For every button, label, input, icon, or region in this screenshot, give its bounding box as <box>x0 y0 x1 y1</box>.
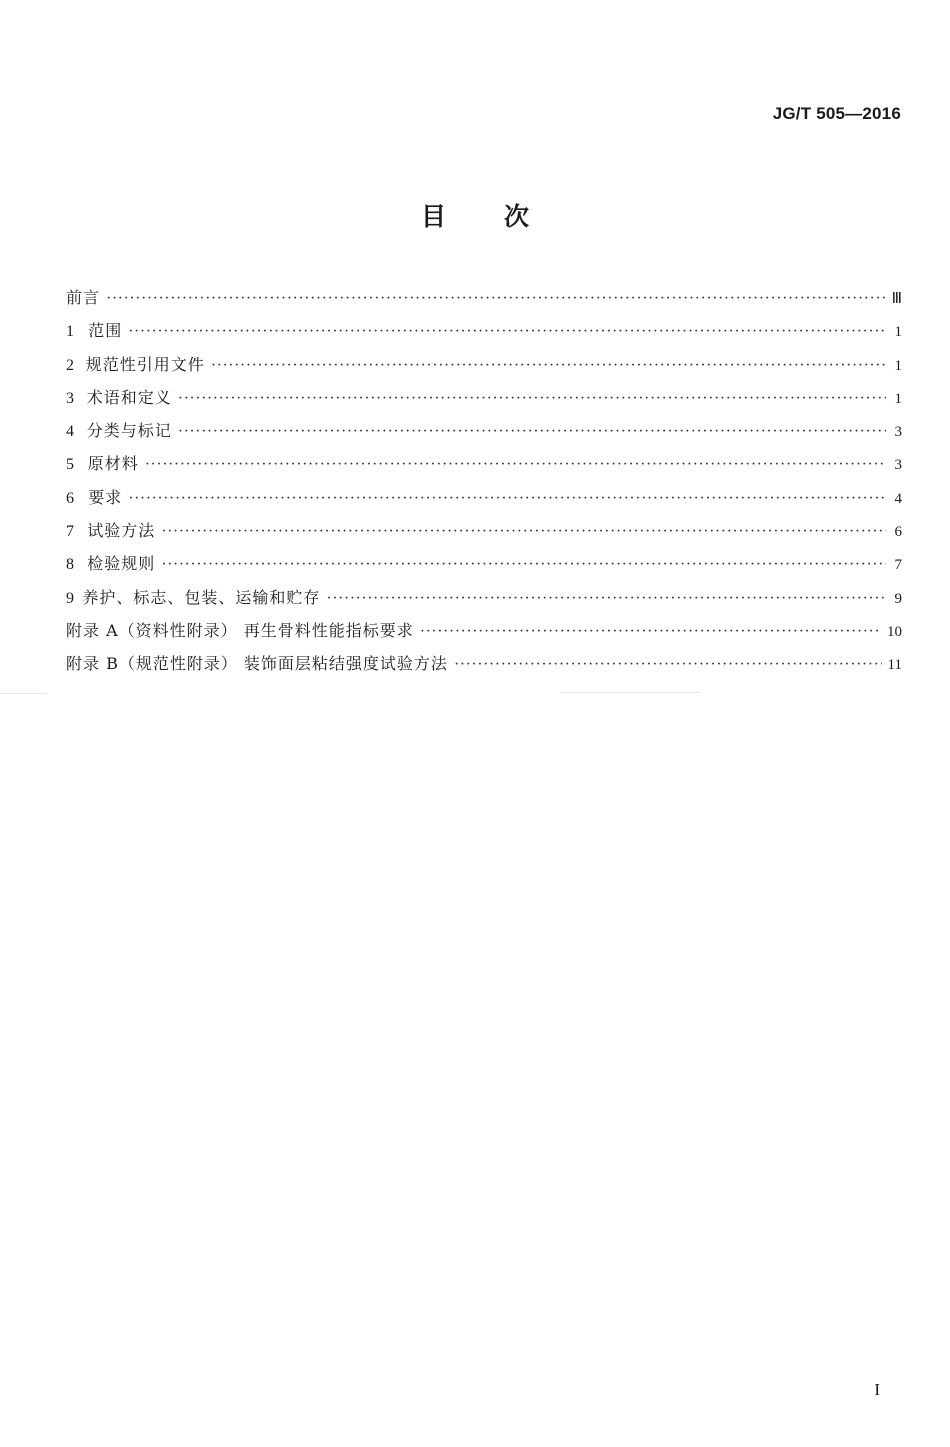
toc-entry-number: 1 <box>66 323 74 341</box>
toc-entry-label: 养护、标志、包装、运输和贮存 <box>82 587 321 607</box>
toc-entry-page: 11 <box>887 657 902 674</box>
standard-code: JG/T 505—2016 <box>772 104 901 123</box>
toc-entry-7[interactable] <box>66 518 902 551</box>
toc-entry-number: 4 <box>66 423 74 441</box>
toc-entry-page: 3 <box>894 457 902 474</box>
toc-entry-label: 要求 <box>88 487 123 507</box>
toc-entry-number: 6 <box>66 489 74 507</box>
toc-entry-number: 9 <box>66 589 74 607</box>
toc-leader-dots <box>128 490 886 508</box>
toc-entry-label: 分类与标记 <box>86 421 172 441</box>
toc-leader-dots <box>454 656 882 674</box>
toc-entry-annex-a[interactable] <box>66 618 902 651</box>
toc-entry-annex-b[interactable] <box>66 651 902 684</box>
toc-entry-label: 原材料 <box>87 454 139 474</box>
toc-entry-page: 6 <box>894 524 902 541</box>
toc-entry-number: 7 <box>66 523 74 541</box>
toc-entry-foreword[interactable] <box>66 285 902 318</box>
toc-entry-6[interactable] <box>66 485 902 518</box>
toc-entry-label: 附录 B（规范性附录） 装饰面层粘结强度试验方法 <box>66 654 448 674</box>
toc-entry-page: 1 <box>894 390 902 407</box>
toc-entry-number: 5 <box>66 456 74 474</box>
table-of-contents <box>66 285 902 685</box>
toc-entry-label: 术语和定义 <box>86 387 172 407</box>
toc-entry-label: 范围 <box>88 321 123 341</box>
toc-leader-dots <box>145 456 886 474</box>
toc-entry-3[interactable] <box>66 385 902 418</box>
scan-artifact-line <box>560 692 700 693</box>
scan-artifact-line <box>0 693 46 694</box>
toc-entry-page: 9 <box>894 590 902 607</box>
toc-entry-9[interactable] <box>66 585 902 618</box>
toc-entry-5[interactable] <box>66 451 902 484</box>
toc-entry-label: 检验规则 <box>87 554 156 574</box>
toc-entry-1[interactable] <box>66 318 902 351</box>
page-title <box>0 197 950 233</box>
toc-entry-page: 10 <box>887 623 902 640</box>
toc-entry-number: 3 <box>66 389 74 407</box>
toc-entry-label: 规范性引用文件 <box>85 354 205 374</box>
toc-entry-number: 2 <box>66 356 74 374</box>
toc-leader-dots <box>211 357 886 375</box>
toc-entry-number: 8 <box>66 556 74 574</box>
toc-leader-dots <box>161 523 886 541</box>
toc-leader-dots <box>161 556 886 574</box>
toc-entry-page: 3 <box>894 424 902 441</box>
title-char-2: 次 <box>504 202 530 231</box>
toc-entry-label: 试验方法 <box>87 521 156 541</box>
toc-entry-4[interactable] <box>66 418 902 451</box>
toc-entry-page: 1 <box>894 324 902 341</box>
toc-leader-dots <box>420 623 881 641</box>
toc-leader-dots <box>178 390 886 408</box>
page-number: I <box>874 1380 880 1399</box>
toc-leader-dots <box>178 423 886 441</box>
toc-entry-page: Ⅲ <box>891 291 902 307</box>
toc-leader-dots <box>128 323 886 341</box>
toc-leader-dots <box>106 290 886 308</box>
toc-entry-2[interactable] <box>66 352 902 385</box>
title-char-1: 目 <box>420 202 446 231</box>
toc-entry-label: 附录 A（资料性附录） 再生骨料性能指标要求 <box>66 620 414 640</box>
toc-leader-dots <box>326 590 886 608</box>
toc-entry-page: 7 <box>894 557 902 574</box>
toc-entry-page: 1 <box>894 357 902 374</box>
toc-entry-8[interactable] <box>66 551 902 584</box>
toc-entry-page: 4 <box>894 490 902 507</box>
toc-entry-label: 前言 <box>66 288 101 307</box>
